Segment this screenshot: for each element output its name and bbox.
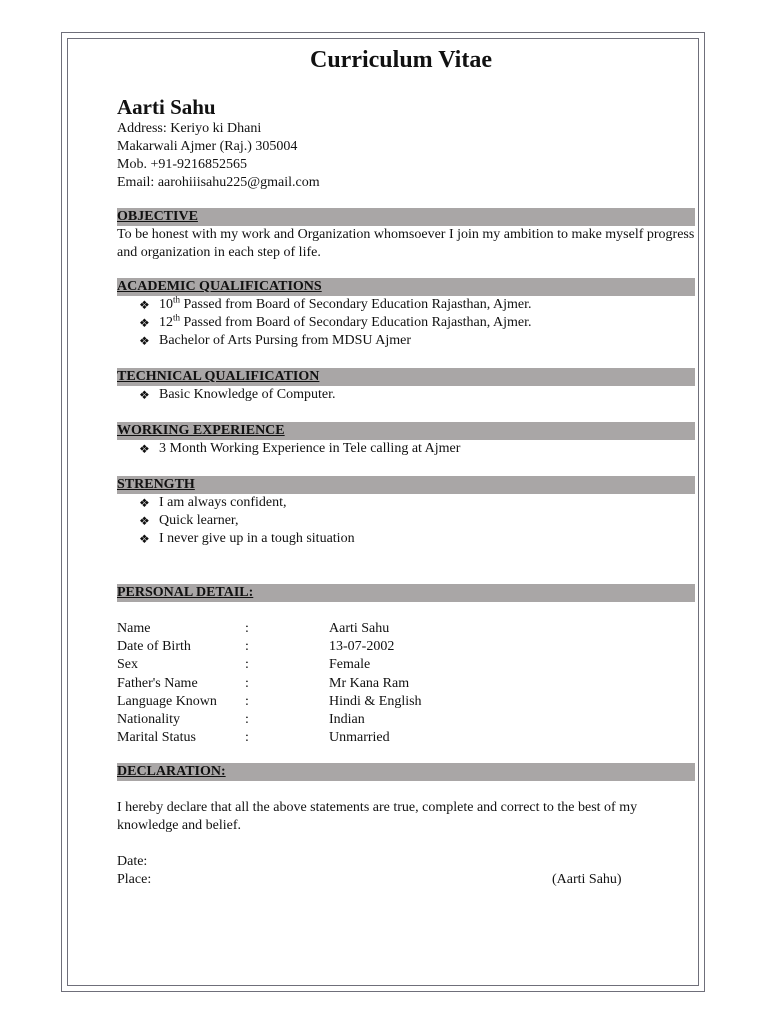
list-item: ❖ I never give up in a tough situation bbox=[139, 531, 355, 546]
objective-text: To be honest with my work and Organization whomsoever I join my ambition to make myself progress and organization in each step of life. bbox=[117, 227, 695, 260]
diamond-bullet-icon: ❖ bbox=[139, 496, 150, 510]
declaration-text: I hereby declare that all the above statements are true, complete and correct to the best of my knowledge and belief. bbox=[117, 800, 638, 834]
email-address: Email: aarohiiisahu225@gmail.com bbox=[117, 175, 320, 190]
candidate-name: Aarti Sahu bbox=[117, 95, 216, 119]
diamond-bullet-icon: ❖ bbox=[139, 442, 150, 456]
table-row: Father's Name : Mr Kana Ram bbox=[117, 675, 410, 691]
table-row: Date of Birth : 13-07-2002 bbox=[117, 639, 395, 655]
diamond-bullet-icon: ❖ bbox=[139, 514, 150, 528]
table-row: Sex : Female bbox=[117, 657, 371, 673]
diamond-bullet-icon: ❖ bbox=[139, 298, 150, 312]
technical-heading: TECHNICAL QUALIFICATION bbox=[117, 368, 695, 386]
diamond-bullet-icon: ❖ bbox=[139, 316, 150, 330]
table-row: Marital Status : Unmarried bbox=[117, 730, 390, 746]
working-list bbox=[117, 440, 695, 458]
academic-list bbox=[117, 296, 695, 350]
technical-list bbox=[117, 386, 695, 404]
strength-heading: STRENGTH bbox=[117, 476, 695, 494]
personal-heading: PERSONAL DETAIL: bbox=[117, 584, 695, 602]
place-row bbox=[117, 871, 695, 889]
document-title: Curriculum Vitae bbox=[310, 47, 492, 73]
list-item: ❖ 12th Passed from Board of Secondary Education Rajasthan, Ajmer. bbox=[139, 312, 532, 330]
academic-heading: ACADEMIC QUALIFICATIONS bbox=[117, 278, 695, 296]
table-row: Name : Aarti Sahu bbox=[117, 621, 390, 636]
objective-heading: OBJECTIVE bbox=[117, 208, 695, 226]
mobile-number: Mob. +91-9216852565 bbox=[117, 157, 248, 172]
signature-name: (Aarti Sahu) bbox=[552, 872, 622, 888]
list-item: ❖ Basic Knowledge of Computer. bbox=[139, 387, 336, 402]
date-label: Date: bbox=[117, 854, 148, 870]
table-row: Language Known : Hindi & English bbox=[117, 693, 422, 709]
diamond-bullet-icon: ❖ bbox=[139, 388, 150, 402]
diamond-bullet-icon: ❖ bbox=[139, 532, 150, 546]
list-item: ❖ Quick learner, bbox=[139, 513, 239, 528]
address-line-1: Address: Keriyo ki Dhani bbox=[117, 121, 262, 136]
address-line-2: Makarwali Ajmer (Raj.) 305004 bbox=[117, 139, 298, 154]
place-label: Place: bbox=[117, 872, 152, 888]
declaration-heading: DECLARATION: bbox=[117, 763, 695, 781]
personal-details-table bbox=[117, 620, 422, 747]
cv-document bbox=[117, 44, 695, 889]
working-heading: WORKING EXPERIENCE bbox=[117, 422, 695, 440]
list-item: ❖ Bachelor of Arts Pursing from MDSU Ajmer bbox=[139, 333, 411, 348]
list-item: ❖ I am always confident, bbox=[139, 495, 287, 510]
table-row: Nationality : Indian bbox=[117, 711, 365, 727]
list-item: ❖ 3 Month Working Experience in Tele calling at Ajmer bbox=[139, 441, 461, 456]
list-item: ❖ 10th Passed from Board of Secondary Education Rajasthan, Ajmer. bbox=[139, 294, 532, 312]
strength-list bbox=[117, 494, 695, 548]
diamond-bullet-icon: ❖ bbox=[139, 334, 150, 348]
